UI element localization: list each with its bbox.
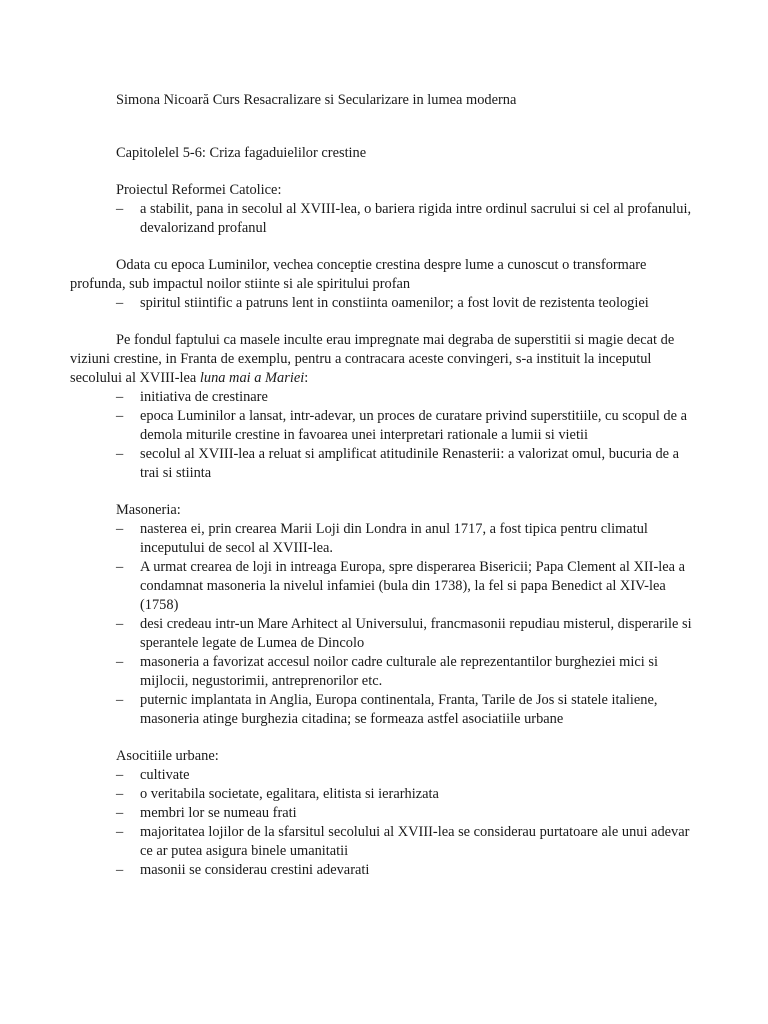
- list-item: – masonii se considerau crestini adevarati: [116, 862, 370, 878]
- bullet-dash: –: [116, 521, 124, 537]
- list-item: – epoca Luminilor a lansat, intr-adevar, un proces de curatare privind superstitiile, cu scopul de a demola miturile crestine in favoarea unei interpretari rationale a lumii si vietii: [116, 408, 687, 443]
- list-item: – masoneria a favorizat accesul noilor cadre culturale ale reprezentantilor burgheziei mici si mijlocii, negustorimii, antreprenorilor etc.: [116, 654, 658, 689]
- bullet-dash: –: [116, 446, 124, 462]
- list-item: – spiritul stiintific a patruns lent in constiinta oamenilor; a fost lovit de rezistenta teologiei: [116, 295, 649, 311]
- bullet-dash: –: [116, 201, 124, 217]
- associations-heading: Asocitiile urbane:: [116, 748, 219, 764]
- document-header: Simona Nicoară Curs Resacralizare si Secularizare in lumea moderna: [116, 92, 517, 108]
- bullet-dash: –: [116, 616, 124, 632]
- list-item: – cultivate: [116, 767, 190, 783]
- bullet-dash: –: [116, 389, 124, 405]
- list-item: – puternic implantata in Anglia, Europa continentala, Franta, Tarile de Jos si statele italiene, masoneria atinge burghezia citadina; se formeaza astfel asociatiile urbane: [116, 692, 658, 727]
- list-item: – initiativa de crestinare: [116, 389, 268, 405]
- enlightenment-paragraph: Odata cu epoca Luminilor, vechea conceptie crestina despre lume a cunoscut o transformare profunda, sub impactul noilor stiinte si ale spiritului profan: [70, 257, 647, 292]
- reform-heading: Proiectul Reformei Catolice:: [116, 182, 282, 198]
- enlightenment-list: [70, 294, 698, 313]
- bullet-dash: –: [116, 692, 124, 708]
- list-item: – a stabilit, pana in secolul al XVIII-lea, o bariera rigida intre ordinul sacrului si cel al profanului, devalorizand profanul: [116, 201, 692, 236]
- list-item: – nasterea ei, prin crearea Marii Loji din Londra in anul 1717, a fost tipica pentru climatul inceputului de secol al XVIII-lea.: [116, 521, 648, 556]
- chapter-title: Capitolelel 5-6: Criza fagaduielilor crestine: [116, 145, 367, 161]
- bullet-dash: –: [116, 824, 124, 840]
- superstition-list: [70, 388, 698, 483]
- list-item: – membri lor se numeau frati: [116, 805, 297, 821]
- bullet-dash: –: [116, 295, 124, 311]
- bullet-dash: –: [116, 654, 124, 670]
- list-item: – desi credeau intr-un Mare Arhitect al Universului, francmasonii repudiau misterul, disperarile si sperantele legate de Lumea de Dincolo: [116, 616, 692, 651]
- reform-list: [70, 200, 698, 238]
- document-body: [70, 91, 698, 880]
- bullet-dash: –: [116, 805, 124, 821]
- superstition-paragraph: Pe fondul faptului ca masele inculte erau impregnate mai degraba de superstitii si magie decat de viziuni crestine, in Franta de exemplu, pentru a contracara aceste convingeri, s-a instituit la inceputul secolului al XVIII-lea luna mai a Mariei:: [70, 332, 675, 386]
- bullet-dash: –: [116, 559, 124, 575]
- associations-list: [70, 766, 698, 880]
- list-item: – o veritabila societate, egalitara, elitista si ierarhizata: [116, 786, 439, 802]
- list-item: – secolul al XVIII-lea a reluat si amplificat atitudinile Renasterii: a valorizat omul, bucuria de a trai si stiinta: [116, 446, 680, 481]
- list-item: – A urmat crearea de loji in intreaga Europa, spre disperarea Bisericii; Papa Clement al XII-lea a condamnat masoneria la nivelul infamiei (bula din 1738), la fel si papa Benedict al XIV-lea (1758): [116, 559, 686, 613]
- masonry-heading: Masoneria:: [116, 502, 181, 518]
- emphasized-phrase: luna mai a Mariei: [199, 370, 305, 386]
- bullet-dash: –: [116, 786, 124, 802]
- masonry-list: [70, 520, 698, 729]
- bullet-dash: –: [116, 767, 124, 783]
- bullet-dash: –: [116, 408, 124, 424]
- list-item: – majoritatea lojilor de la sfarsitul secolului al XVIII-lea se considerau purtatoare ale unui adevar ce ar putea asigura binele umanitatii: [116, 824, 690, 859]
- bullet-dash: –: [116, 862, 124, 878]
